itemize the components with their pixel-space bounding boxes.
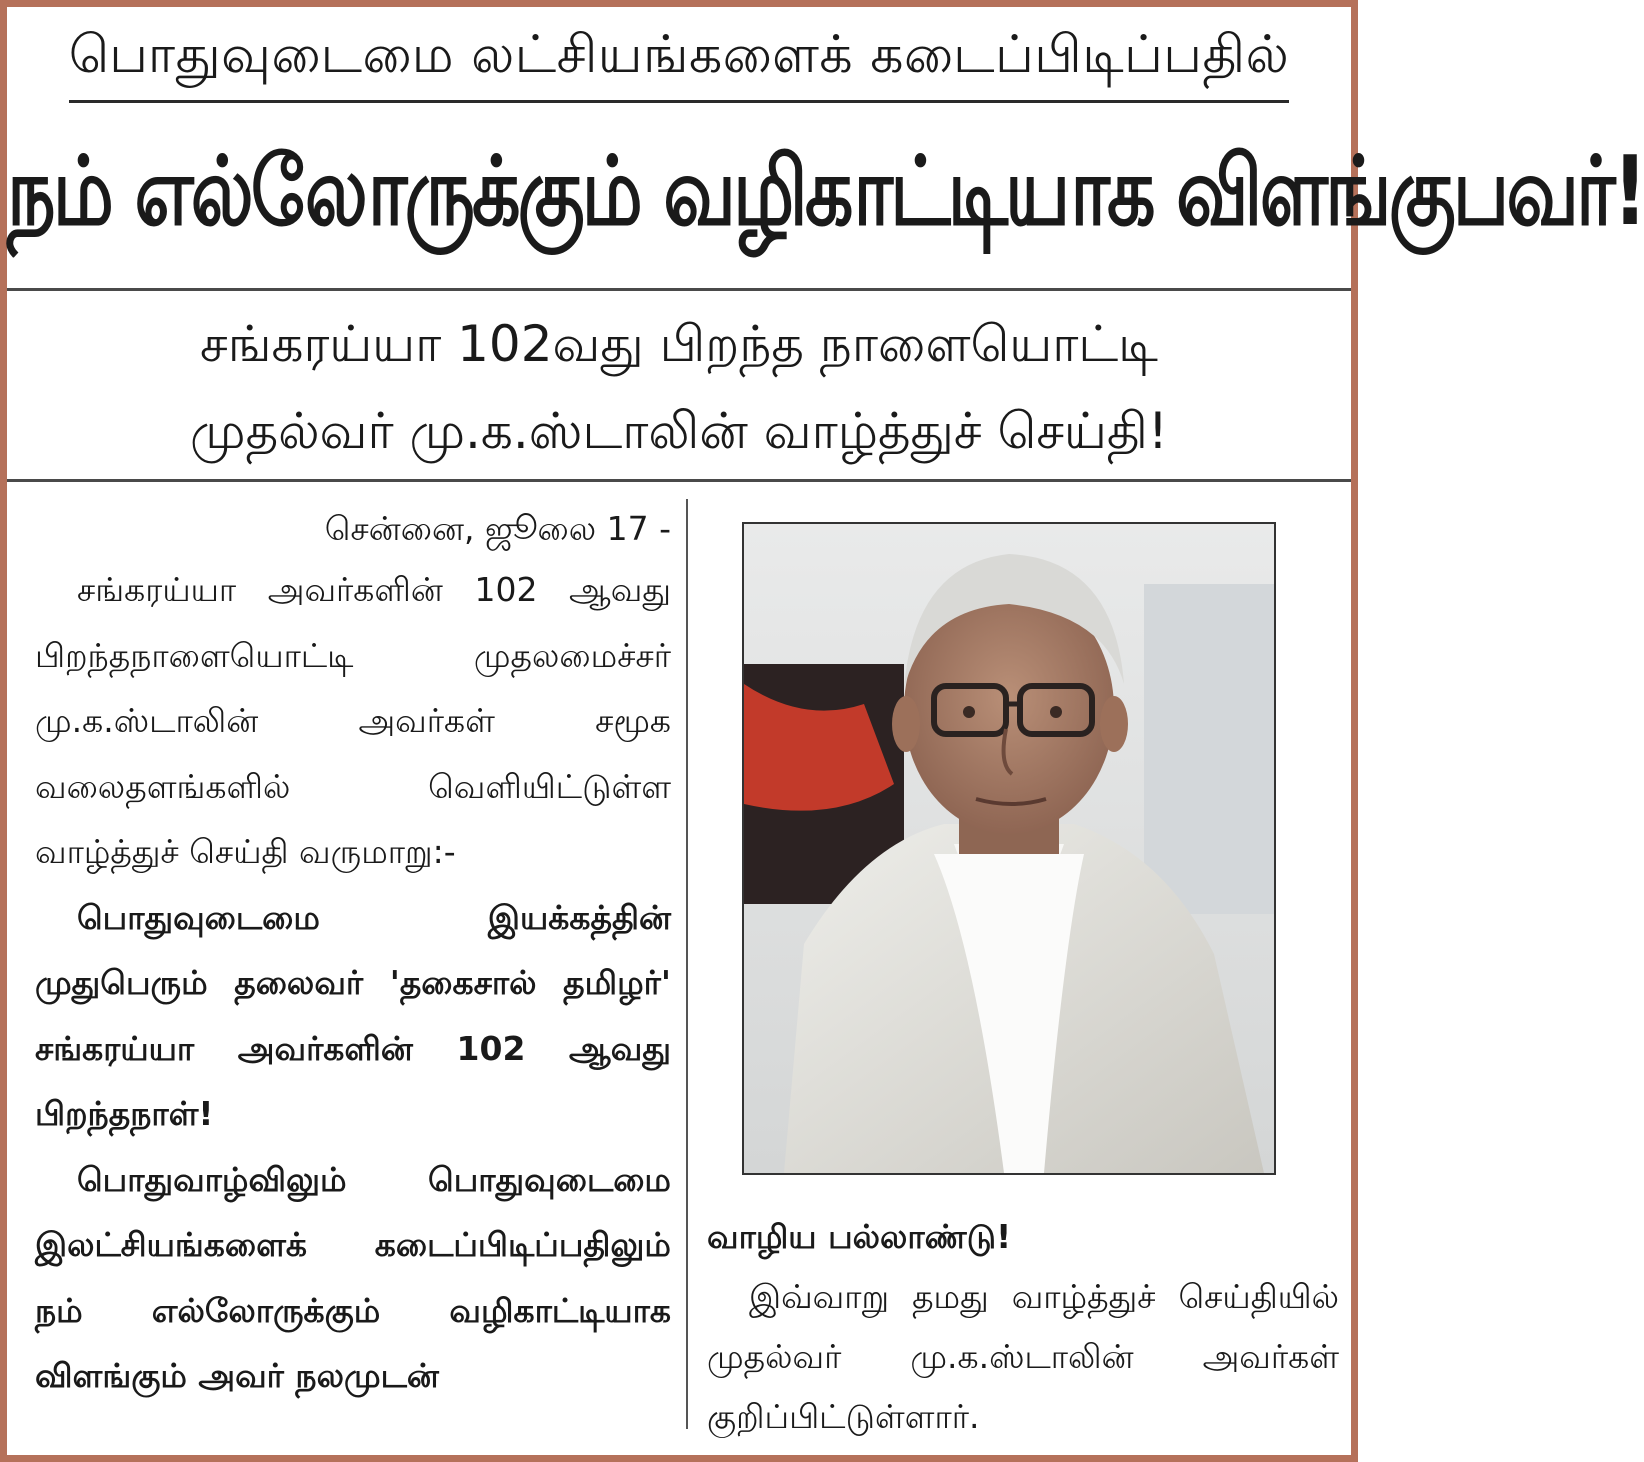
column-divider [686, 499, 688, 1429]
subheadline-line2: முதல்வர் மு.க.ஸ்டாலின் வாழ்த்துச் செய்தி! [190, 402, 1168, 460]
closing-paragraph: இவ்வாறு தமது வாழ்த்துச் செய்தியில் முதல்வர் மு.க.ஸ்டாலின் அவர்கள் குறிப்பிட்டுள்ளார். [707, 1277, 1339, 1436]
subheadline-divider [7, 479, 1351, 482]
quote-closing: வாழிய பல்லாண்டு! [707, 1217, 1012, 1256]
intro-paragraph: சங்கரய்யா அவர்களின் 102 ஆவது பிறந்தநாளையொட்டி முதலமைச்சர் மு.க.ஸ்டாலின் அவர்கள் சமூக வலைதளங்களில் வெளியிட்டுள்ள வாழ்த்துச் செய்தி வருமாறு:- [35, 570, 671, 871]
quote-paragraph-1: பொதுவுடைமை இயக்கத்தின் முதுபெரும் தலைவர் 'தகைசால் தமிழர்' சங்கரய்யா அவர்களின் 102 ஆவது பிறந்தநாள்! [35, 897, 671, 1133]
subheadline-line1: சங்கரய்யா 102வது பிறந்த நாளையொட்டி [200, 315, 1158, 373]
portrait-photo [742, 522, 1276, 1175]
right-column-text [707, 1207, 1339, 1447]
dateline: சென்னை, ஜூலை 17 - [324, 509, 671, 548]
kicker-container [7, 25, 1351, 103]
headline-divider [7, 288, 1351, 291]
quote-paragraph-2: பொதுவாழ்விலும் பொதுவுடைமை இலட்சியங்களைக் கடைப்பிடிப்பதிலும் நம் எல்லோருக்கும் வழிகாட்டியாக விளங்கும் அவர் நலமுடன் [35, 1159, 671, 1395]
left-column [35, 501, 671, 1409]
kicker-headline: பொதுவுடைமை லட்சியங்களைக் கடைப்பிடிப்பதில் [69, 25, 1290, 103]
main-headline: நம் எல்லோருக்கும் வழிகாட்டியாக விளங்குபவர்! [7, 135, 1644, 247]
portrait-illustration [744, 524, 1274, 1173]
